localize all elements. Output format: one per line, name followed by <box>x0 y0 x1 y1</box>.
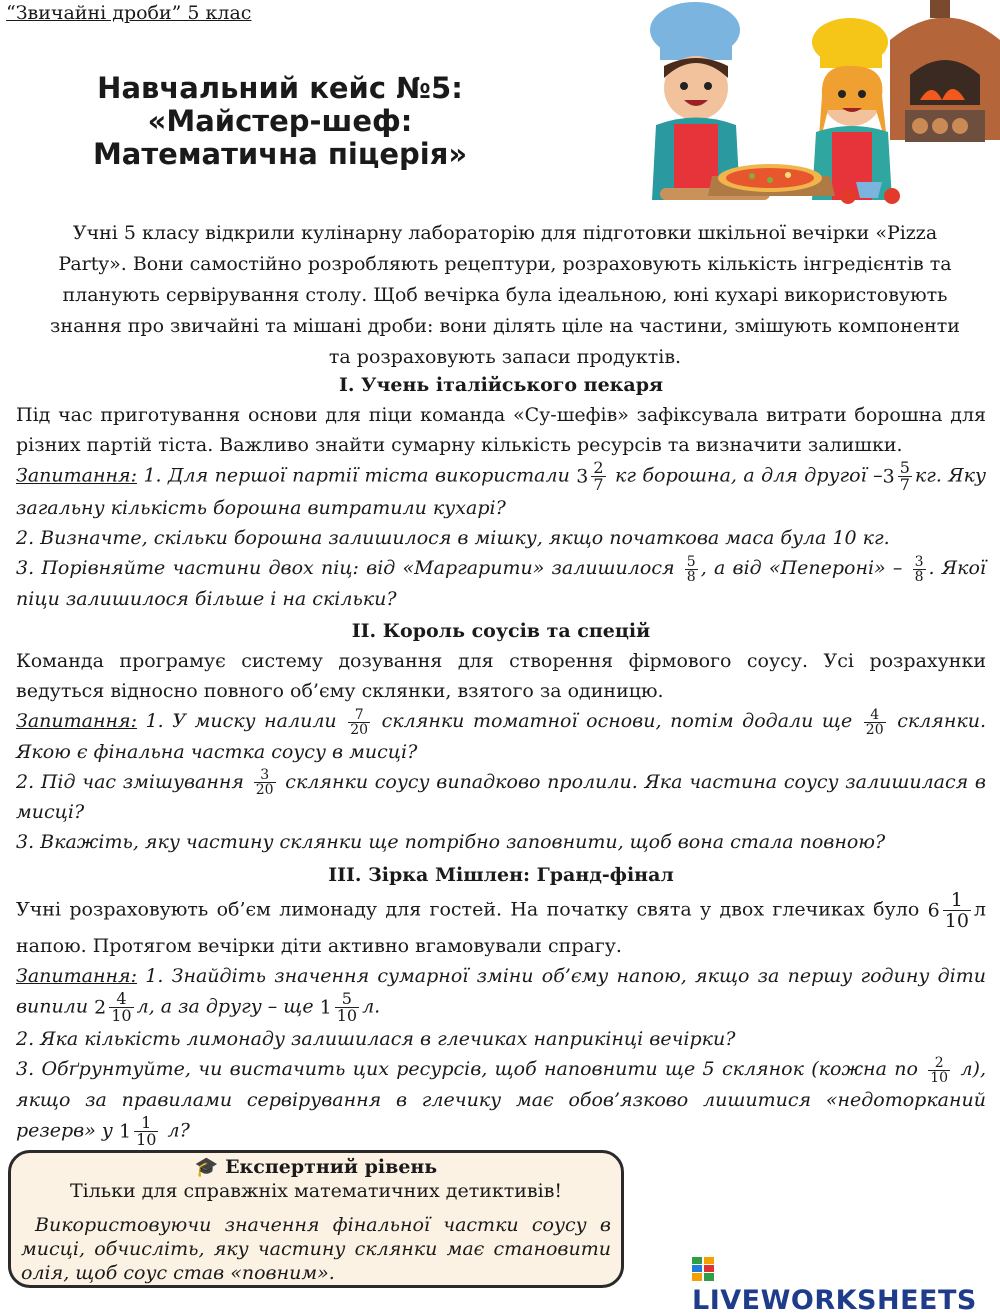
question-text: л? <box>167 1119 190 1141</box>
fraction: $\frac{2}{7}$ <box>593 458 604 494</box>
topic-label: “Звичайні дроби” 5 клас <box>6 2 252 24</box>
question-text: склянки соусу випадково пролили. Яка частина соусу залишилася в мисці? <box>16 770 986 823</box>
section-1-heading: І. Учень італійського пекаря <box>338 374 664 396</box>
question-text: склянки томатної основи, потім додали ще <box>381 710 853 732</box>
expert-heading-text: Експертний рівень <box>225 1156 438 1178</box>
fraction: $\frac{1}{10}$ <box>944 889 969 932</box>
question-text: 1. Знайдіть значення сумарної зміни об’єму напою, якщо за першу годину діти випили <box>16 965 986 1018</box>
question-text: 1. Для першої партії тіста використали <box>143 464 570 487</box>
expert-subtitle: Тільки для справжніх математичних детиктивів! <box>69 1180 563 1202</box>
section-3-question-1 <box>16 961 986 1024</box>
section-2-question-2 <box>16 767 986 828</box>
question-label: Запитання: <box>16 464 137 487</box>
section-3-question-2: 2. Яка кількість лимонаду залишилася в глечиках наприкінці вечірки? <box>16 1028 736 1050</box>
intro-paragraph: Учні 5 класу відкрили кулінарну лабораторію для підготовки шкільної вечірки «Pizza Party». Вони самостійно розробляють рецептури, розраховують кількість інгредієнтів та планують сервірування столу. Щоб вечірка була ідеальною, юні кухарі використовують знання про звичайні та мішані дроби: вони ділять ціле на частини, змішують компоненти та розраховують запаси продуктів. <box>50 222 960 368</box>
question-text: кг борошна, а для другої – <box>615 464 883 487</box>
question-text: . Якої піци залишилося більше і на скільки? <box>16 557 987 610</box>
mixed-whole: 1 <box>319 996 332 1019</box>
graduation-cap-icon: 🎓 <box>194 1156 219 1178</box>
pizza-oven-icon <box>890 0 1000 142</box>
section-1 <box>16 370 986 614</box>
expert-level-box <box>8 1150 624 1288</box>
logo-text: LIVEWORKSHEETS <box>692 1285 977 1316</box>
fraction: $\frac{3}{20}$ <box>255 767 274 798</box>
title-line-1: Навчальний кейс №5: <box>97 71 463 105</box>
mixed-whole: 3 <box>576 465 589 488</box>
fraction: $\frac{4}{10}$ <box>111 989 132 1025</box>
fraction: $\frac{5}{10}$ <box>336 989 358 1025</box>
question-text: 2. Під час змішування <box>16 770 244 793</box>
question-text: 1. У миску налили <box>145 710 337 732</box>
page-title <box>20 72 540 171</box>
mixed-whole: 6 <box>927 899 940 922</box>
question-text: , а від «Пепероні» – <box>700 557 903 579</box>
question-label: Запитання: <box>16 965 137 987</box>
section-2-text: Команда програмує систему дозування для створення фірмового соусу. Усі розрахунки ведуться відносно повного об’єму склянки, взятого за одиницю. <box>16 650 986 702</box>
kids-chefs-pizza-illustration <box>620 0 1000 210</box>
question-text: 3. Обґрунтуйте, чи вистачить цих ресурсів, щоб наповнити ще 5 склянок (кожна по <box>16 1058 918 1080</box>
mixed-whole: 1 <box>118 1120 132 1142</box>
expert-body: Використовуючи значення фінальної частки соусу в мисці, обчисліть, яку частину склянки має становити олія, щоб соус став «повним». <box>21 1214 611 1284</box>
section-2-question-3: 3. Вкажіть, яку частину склянки ще потрібно заповнити, щоб вона стала повною? <box>16 831 886 853</box>
question-text: 3. Порівняйте частини двох піц: від «Маргарити» залишилося <box>16 557 675 579</box>
section-3-question-3 <box>16 1054 986 1148</box>
fraction: $\frac{5}{7}$ <box>899 458 910 494</box>
mixed-whole: 2 <box>94 996 107 1019</box>
section-2-heading: ІІ. Король соусів та спецій <box>351 620 651 642</box>
question-text: л, а за другу – ще <box>136 995 314 1018</box>
paragraph-text: л напою. Протягом вечірки діти активно вгамовували спрагу. <box>16 898 986 957</box>
fraction: $\frac{7}{20}$ <box>350 706 369 738</box>
fraction: $\frac{3}{8}$ <box>914 553 924 585</box>
paragraph-text: Учні розраховують об’єм лимонаду для гостей. На початку свята у двох глечиках було <box>16 898 920 921</box>
question-text: л. <box>362 995 381 1018</box>
section-3-heading: ІІІ. Зірка Мішлен: Гранд-фінал <box>328 864 674 886</box>
section-1-text: Під час приготування основи для піци команда «Су-шефів» зафіксувала витрати борошна для різних партій тіста. Важливо знайти сумарну кількість ресурсів та визначити залишки. <box>16 404 986 456</box>
girl-chef-icon <box>812 18 892 200</box>
section-1-question-1 <box>16 460 986 523</box>
section-3-text <box>16 890 986 961</box>
section-1-question-3 <box>16 553 986 614</box>
logo-blocks-icon <box>692 1257 714 1281</box>
mixed-whole: 3 <box>882 465 895 488</box>
section-2 <box>16 616 986 857</box>
expert-heading <box>21 1155 611 1179</box>
fraction: $\frac{2}{10}$ <box>930 1054 949 1086</box>
section-1-question-2: 2. Визначте, скільки борошна залишилося в мішку, якщо початкова маса була 10 кг. <box>16 527 890 549</box>
title-line-3: Математична піцерія» <box>92 137 468 171</box>
section-3 <box>16 860 986 1148</box>
fraction: $\frac{4}{20}$ <box>865 706 884 738</box>
question-text: л), якщо за правилами сервірування в глечику має обов’язково лишитися «недоторканий резерв» у <box>16 1058 986 1141</box>
liveworksheets-logo[interactable] <box>692 1254 1000 1316</box>
boy-chef-icon <box>650 2 740 200</box>
question-text: кг. Яку загальну кількість борошна витратили кухарі? <box>16 464 987 519</box>
fraction: $\frac{5}{8}$ <box>686 553 696 585</box>
fraction: $\frac{1}{10}$ <box>136 1112 157 1149</box>
section-2-question-1 <box>16 706 986 767</box>
title-line-2: «Майстер-шеф: <box>147 104 413 138</box>
question-text: склянки. Якою є фінальна частка соусу в мисці? <box>16 710 986 763</box>
question-label: Запитання: <box>16 710 137 732</box>
